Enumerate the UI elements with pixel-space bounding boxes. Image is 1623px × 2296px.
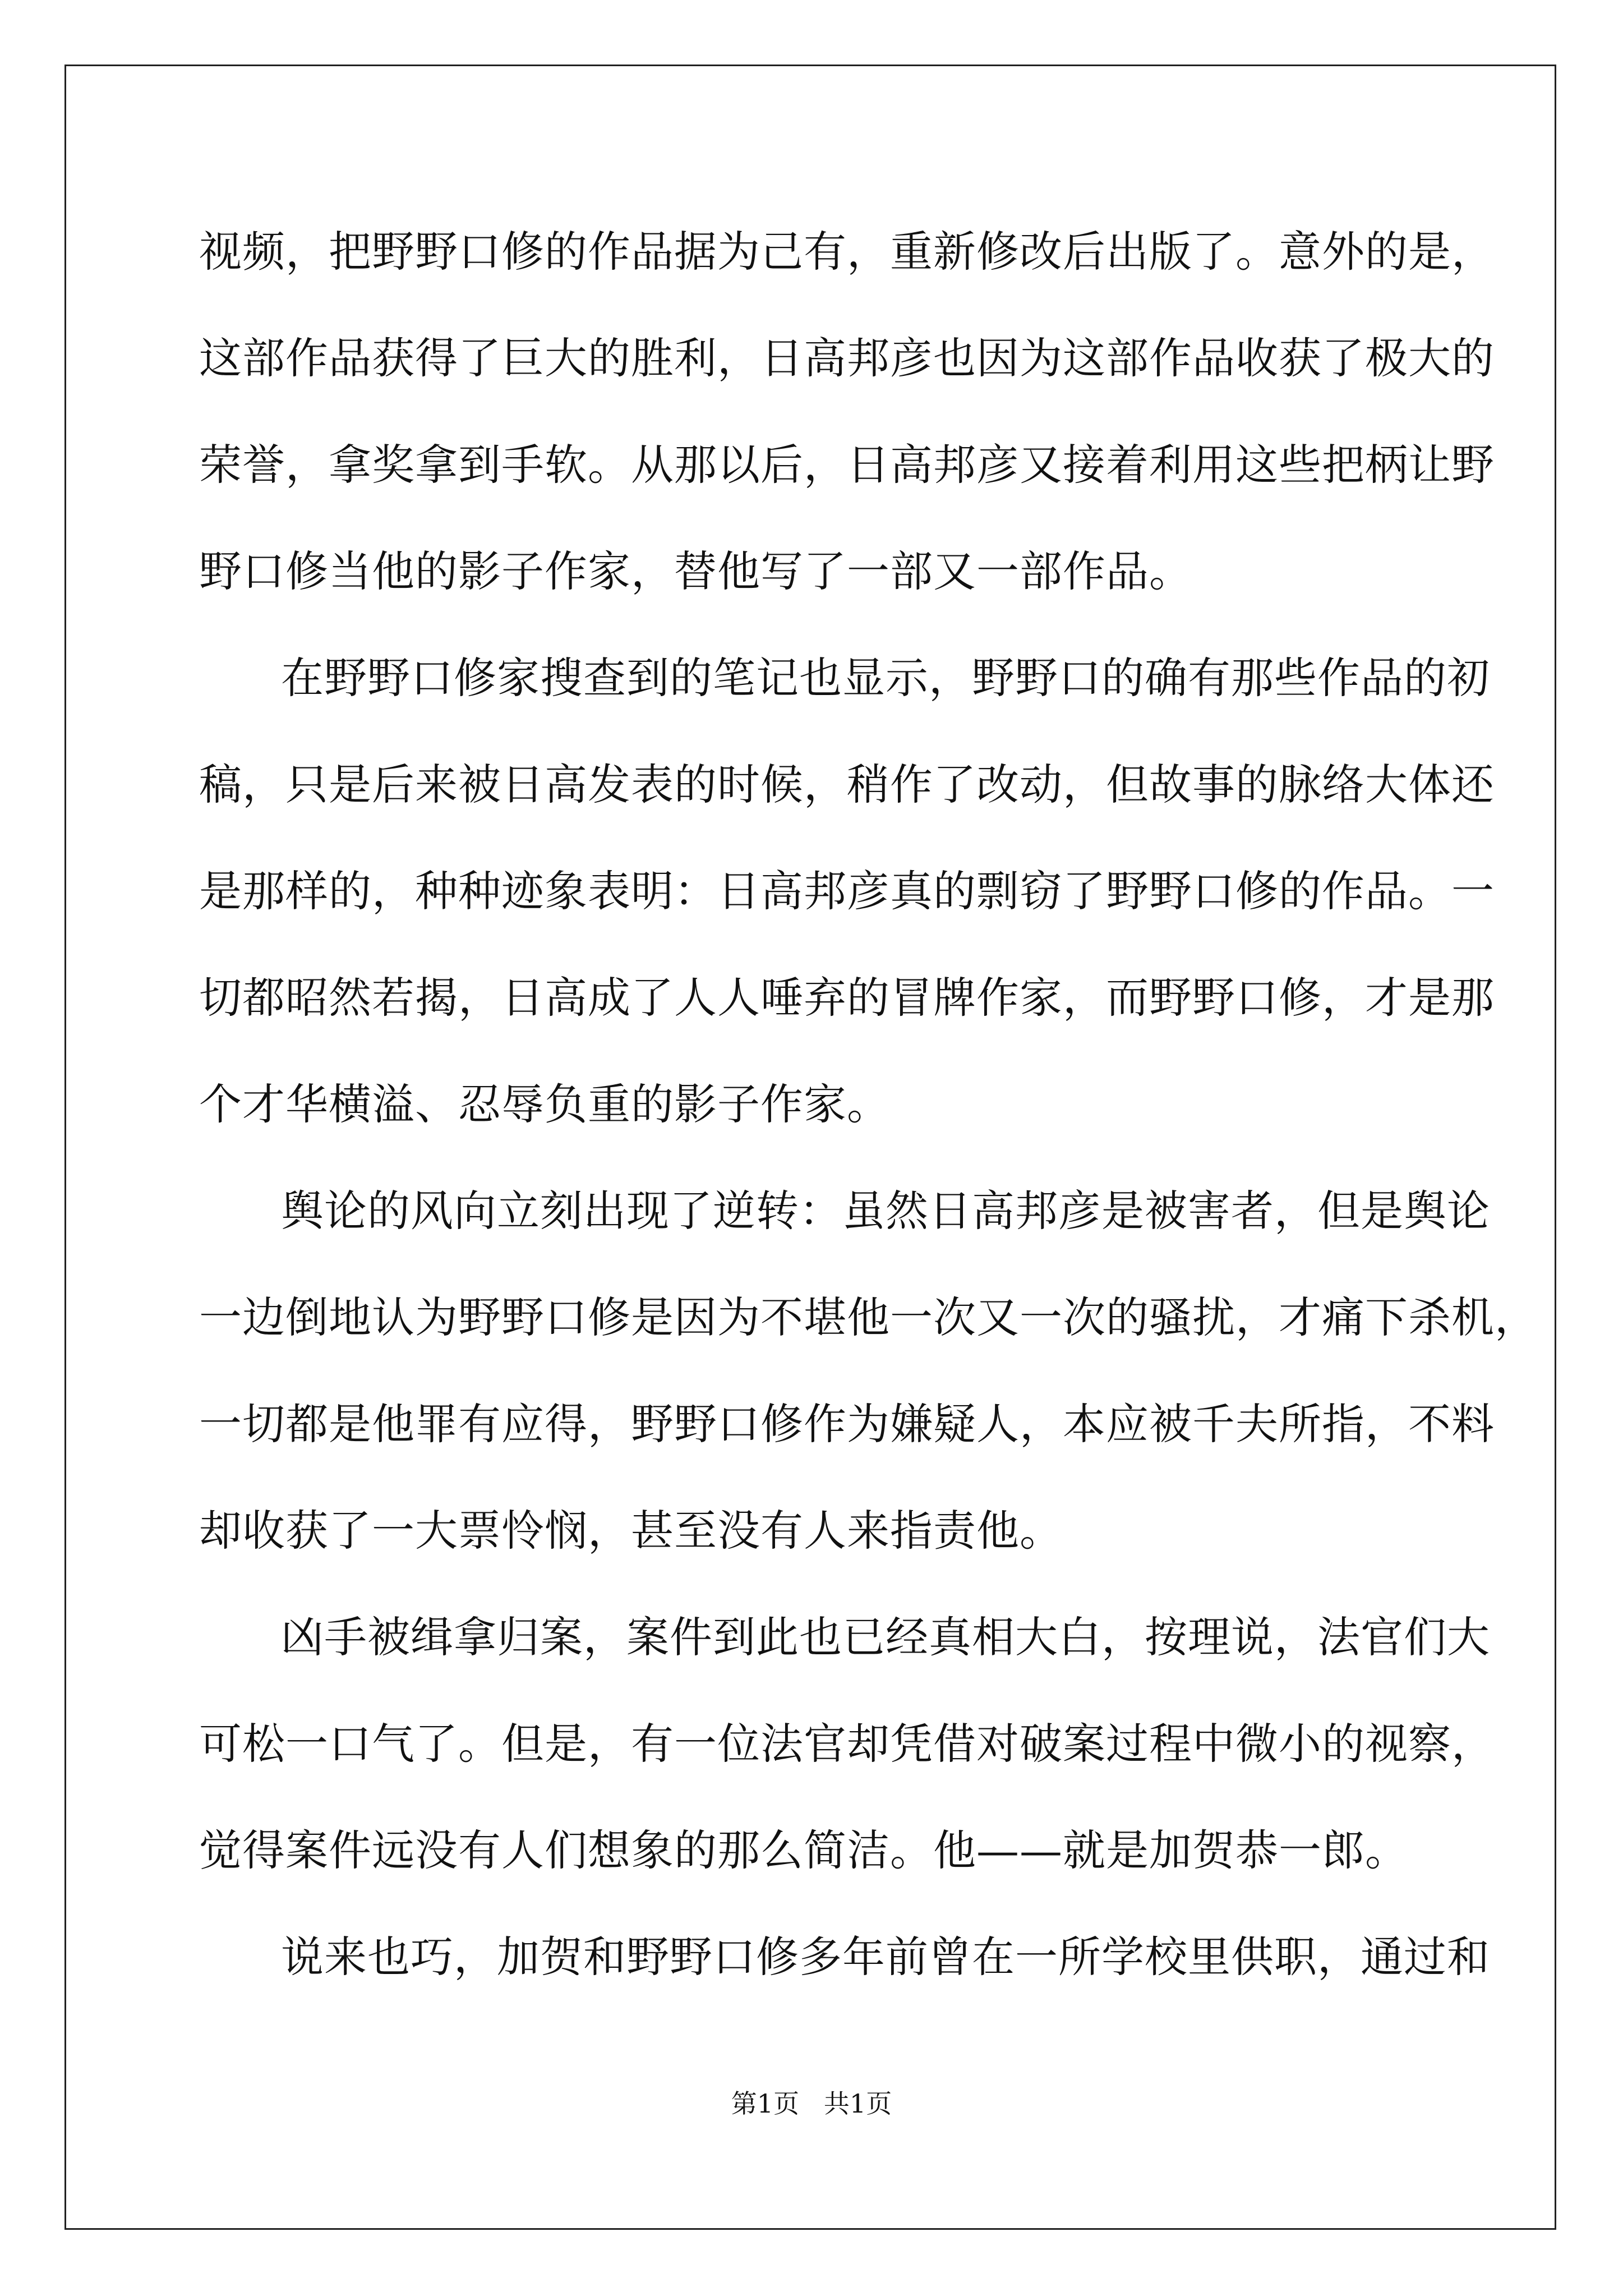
text-line: 荣誉，拿奖拿到手软。从那以后，日高邦彦又接着利用这些把柄让野 <box>199 440 1495 490</box>
paragraph-start-line: 说来也巧，加贺和野野口修多年前曾在一所学校里供职，通过和 <box>281 1932 1490 1982</box>
document-body <box>199 199 1538 2010</box>
paragraph-start-line: 舆论的风向立刻出现了逆转：虽然日高邦彦是被害者，但是舆论 <box>281 1186 1490 1236</box>
text-line: 可松一口气了。但是，有一位法官却凭借对破案过程中微小的视察， <box>199 1719 1495 1769</box>
text-line: 一边倒地认为野野口修是因为不堪他一次又一次的骚扰，才痛下杀机， <box>199 1292 1538 1342</box>
text-line: 野口修当他的影子作家，替他写了一部又一部作品。 <box>199 546 1192 596</box>
text-line: 这部作品获得了巨大的胜利，日高邦彦也因为这部作品收获了极大的 <box>199 333 1495 383</box>
text-line: 稿，只是后来被日高发表的时候，稍作了改动，但故事的脉络大体还 <box>199 760 1495 809</box>
text-line: 觉得案件远没有人们想象的那么简洁。他——就是加贺恭一郎。 <box>199 1825 1408 1875</box>
text-line: 一切都是他罪有应得，野野口修作为嫌疑人，本应被千夫所指，不料 <box>199 1399 1495 1449</box>
text-line: 是那样的，种种迹象表明：日高邦彦真的剽窃了野野口修的作品。一 <box>199 866 1495 916</box>
text-line: 却收获了一大票怜悯，甚至没有人来指责他。 <box>199 1506 1063 1556</box>
text-line: 切都昭然若揭，日高成了人人唾弃的冒牌作家，而野野口修，才是那 <box>199 973 1495 1023</box>
text-line: 个才华横溢、忍辱负重的影子作家。 <box>199 1079 890 1129</box>
paragraph-start-line: 在野野口修家搜查到的笔记也显示，野野口的确有那些作品的初 <box>281 653 1490 703</box>
page-number-footer: 第1页 共1页 <box>731 2088 892 2119</box>
paragraph-start-line: 凶手被缉拿归案，案件到此也已经真相大白，按理说，法官们大 <box>281 1612 1490 1662</box>
text-line: 视频，把野野口修的作品据为己有，重新修改后出版了。意外的是， <box>199 227 1495 277</box>
